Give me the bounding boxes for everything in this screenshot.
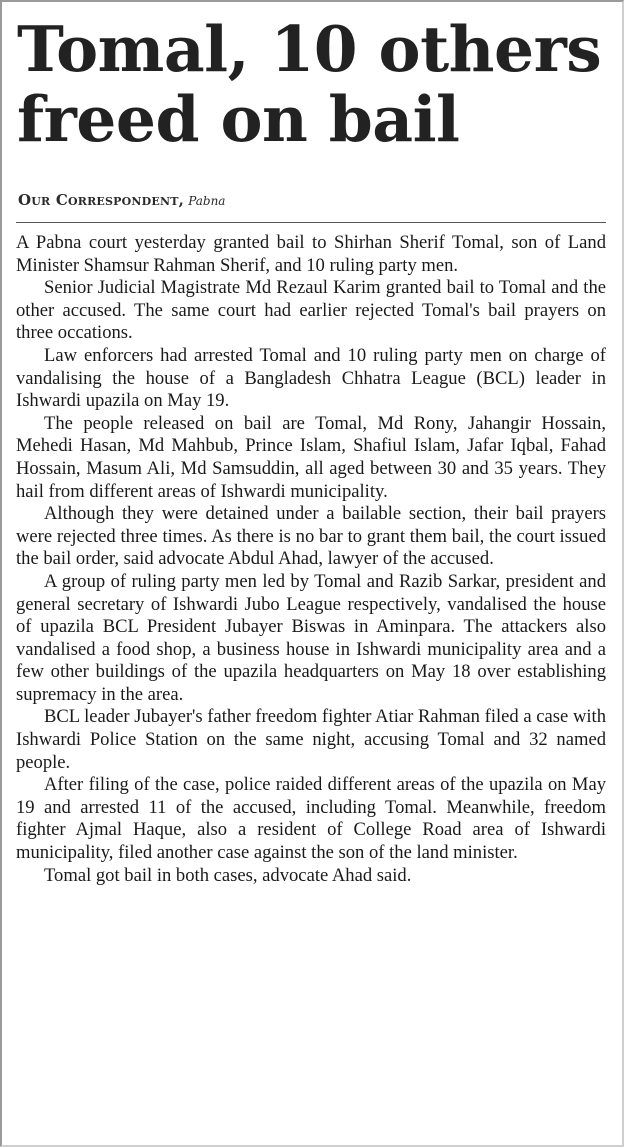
paragraph: The people released on bail are Tomal, Md Rony, Jahangir Hossain, Mehedi Hasan, Md Mahbub, Prince Islam, Shafiul Islam, Jafar Iqbal, Fahad Hossain, Masum Ali, Md Samsuddin, all aged between 30 and 35 years. They hail from different areas of Ishwardi municipality. [16,412,606,502]
byline-divider [16,222,606,223]
byline-author: Our Correspondent, [18,191,185,209]
paragraph: Senior Judicial Magistrate Md Rezaul Karim granted bail to Tomal and the other accused. The same court had earlier rejected Tomal's bail prayers on three occations. [16,277,606,344]
headline: Tomal, 10 others freed on bail [17,12,602,156]
byline [18,190,608,212]
paragraph: Tomal got bail in both cases, advocate Ahad said. [44,864,412,886]
paragraph: Although they were detained under a bailable section, their bail prayers were rejected three times. As there is no bar to grant them bail, the court issued the bail order, said advocate Abdul Ahad, lawyer of the accused. [16,503,606,570]
paragraph: A group of ruling party men led by Tomal and Razib Sarkar, president and general secretary of Ishwardi Jubo League respectively, vandalised the house of upazila BCL President Jubayer Biswas in Aminpara. The attackers also vandalised a food shop, a business house in Ishwardi municipality area and a few other buildings of the upazila headquarters on May 18 over establishing supremacy in the area. [16,570,606,705]
paragraph: A Pabna court yesterday granted bail to Shirhan Sherif Tomal, son of Land Minister Shamsur Rahman Sherif, and 10 ruling party men. [16,232,606,276]
paragraph: BCL leader Jubayer's father freedom fighter Atiar Rahman filed a case with Ishwardi Police Station on the same night, accusing Tomal and 32 named people. [16,706,606,773]
paragraph: After filing of the case, police raided different areas of the upazila on May 19 and arrested 11 of the accused, including Tomal. Meanwhile, freedom fighter Ajmal Haque, also a resident of College Road area of Ishwardi municipality, filed another case against the son of the land minister. [16,774,606,864]
paragraph: Law enforcers had arrested Tomal and 10 ruling party men on charge of vandalising the house of a Bangladesh Chhatra League (BCL) leader in Ishwardi upazila on May 19. [16,344,606,412]
article-body [16,232,606,887]
byline-place: Pabna [188,194,226,208]
